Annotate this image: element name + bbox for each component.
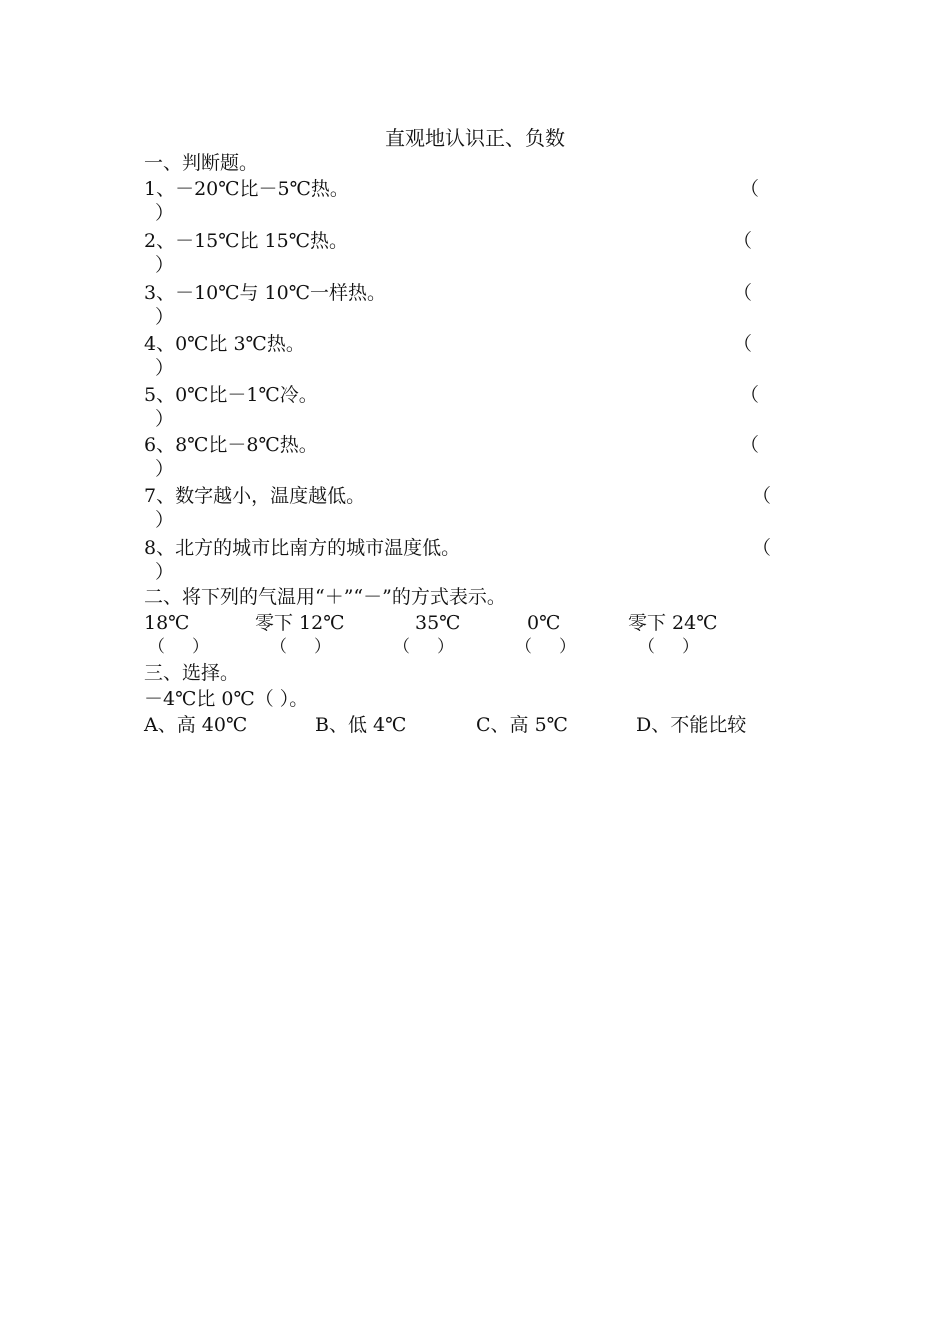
answer-paren-open-4[interactable]: （: [733, 333, 753, 355]
answer-paren-close-1: ）: [155, 202, 175, 224]
answer-paren-close-5: ）: [155, 408, 175, 430]
choice-question: －4℃比 0℃（ ）。: [144, 688, 309, 710]
answer-paren-close-8: ）: [155, 561, 175, 583]
judgment-item-7: 7、数字越小，温度越低。: [144, 485, 366, 507]
answer-paren-close-7: ）: [155, 509, 175, 531]
page-title: 直观地认识正、负数: [385, 126, 565, 150]
judgment-item-5: 5、0℃比－1℃冷。: [144, 384, 318, 406]
answer-blank-5[interactable]: （ ）: [638, 637, 700, 657]
section-3-heading: 三、选择。: [144, 662, 240, 684]
answer-paren-close-6: ）: [155, 458, 175, 480]
temperature-2: 零下 12℃: [255, 612, 345, 634]
answer-paren-open-1[interactable]: （: [740, 178, 760, 200]
answer-paren-open-8[interactable]: （: [752, 537, 772, 559]
answer-blank-2[interactable]: （ ）: [270, 637, 332, 657]
answer-paren-close-3: ）: [155, 306, 175, 328]
section-1-heading: 一、判断题。: [144, 152, 259, 174]
choice-option-d[interactable]: D、不能比较: [636, 714, 747, 736]
judgment-item-1: 1、－20℃比－5℃热。: [144, 178, 349, 200]
judgment-item-3: 3、－10℃与 10℃一样热。: [144, 282, 386, 304]
answer-blank-4[interactable]: （ ）: [515, 637, 577, 657]
temperature-3: 35℃: [415, 612, 461, 634]
answer-paren-open-7[interactable]: （: [752, 485, 772, 507]
judgment-item-6: 6、8℃比－8℃热。: [144, 434, 318, 456]
answer-paren-close-4: ）: [155, 357, 175, 379]
answer-paren-close-2: ）: [155, 254, 175, 276]
temperature-1: 18℃: [144, 612, 190, 634]
answer-blank-3[interactable]: （ ）: [393, 637, 455, 657]
temperature-4: 0℃: [527, 612, 561, 634]
section-2-heading: 二、将下列的气温用“＋”“－”的方式表示。: [144, 586, 506, 608]
temperature-5: 零下 24℃: [628, 612, 718, 634]
answer-paren-open-2[interactable]: （: [733, 230, 753, 252]
answer-paren-open-6[interactable]: （: [740, 434, 760, 456]
judgment-item-8: 8、北方的城市比南方的城市温度低。: [144, 537, 461, 559]
choice-option-a[interactable]: A、高 40℃: [144, 714, 248, 736]
judgment-item-4: 4、0℃比 3℃热。: [144, 333, 305, 355]
choice-option-b[interactable]: B、低 4℃: [315, 714, 407, 736]
judgment-item-2: 2、－15℃比 15℃热。: [144, 230, 348, 252]
choice-option-c[interactable]: C、高 5℃: [476, 714, 568, 736]
answer-blank-1[interactable]: （ ）: [148, 637, 210, 657]
answer-paren-open-3[interactable]: （: [733, 282, 753, 304]
answer-paren-open-5[interactable]: （: [740, 384, 760, 406]
